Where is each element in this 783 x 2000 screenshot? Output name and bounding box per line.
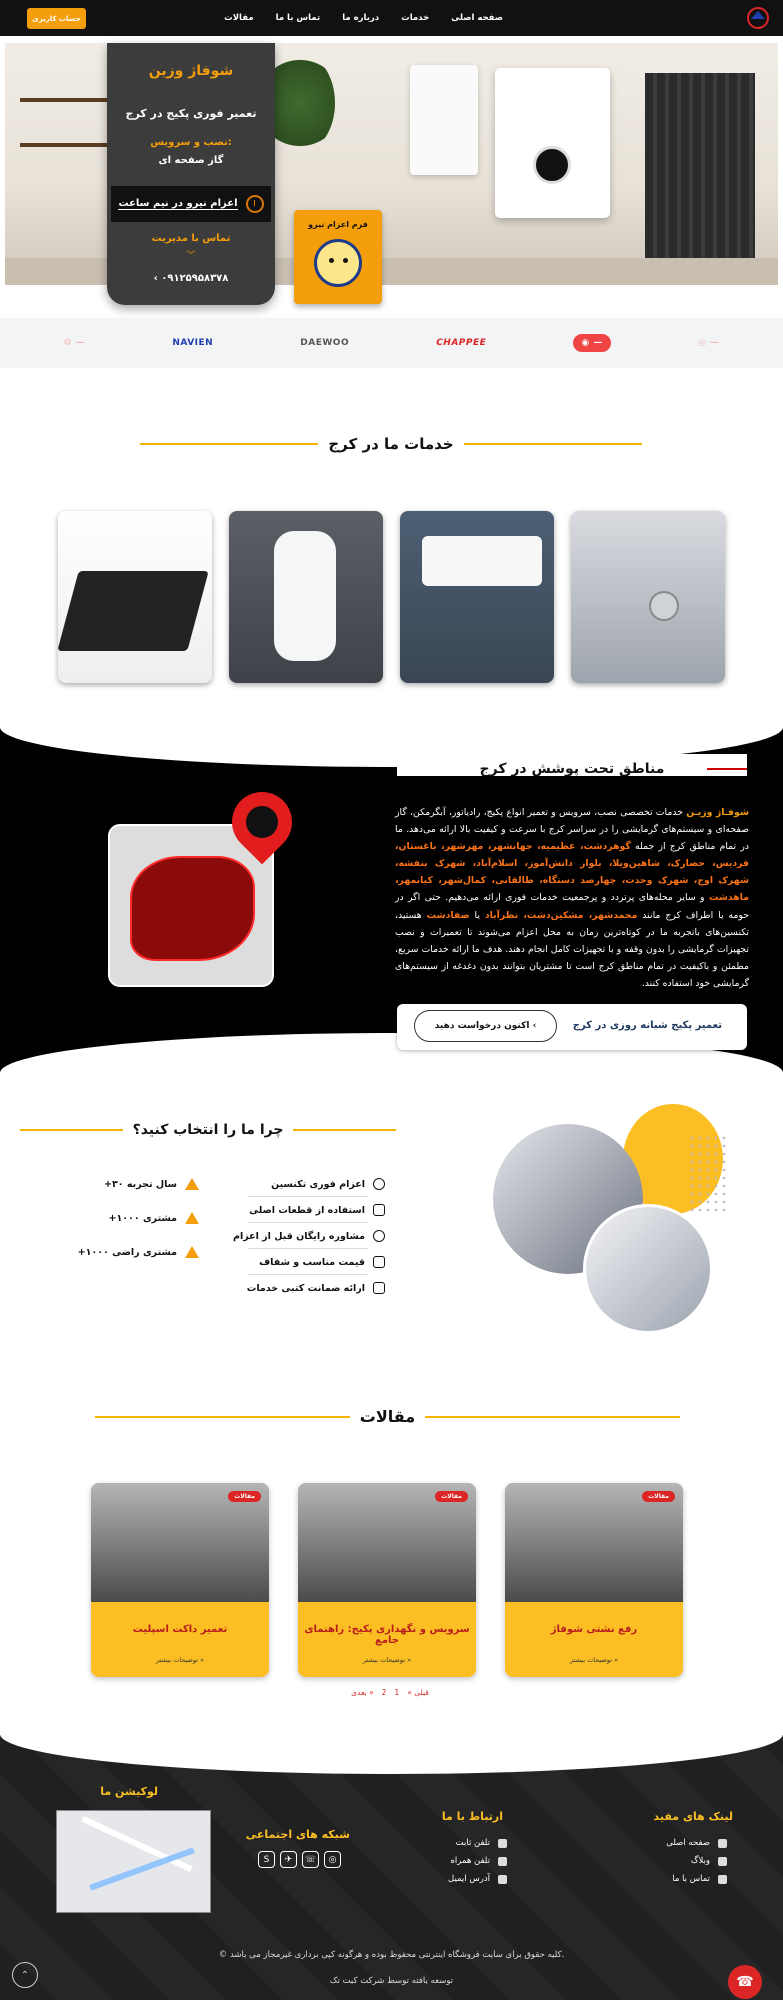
- radiator-image: [645, 73, 755, 285]
- footer-location-title: لوکیشن ما: [100, 1785, 158, 1798]
- services-title: خدمات ما در کرج: [328, 435, 454, 453]
- price-icon: [373, 1256, 385, 1268]
- water-heater-image: [274, 531, 336, 661]
- gas-stove-image: [58, 571, 209, 651]
- back-to-top-button[interactable]: ⌃: [12, 1962, 38, 1988]
- article-title[interactable]: سرویس و نگهداری پکیج: راهنمای جامع: [304, 1624, 470, 1646]
- clock-icon: [246, 195, 264, 213]
- areas-title: مناطق تحت پوشش در کرج: [397, 754, 747, 776]
- article-more-link[interactable]: توضیحات بیشتر »: [155, 1656, 205, 1664]
- hero-info-panel: [107, 43, 275, 305]
- hero-subtitle-label: نصب و سرویس:: [150, 137, 232, 148]
- shelf-decoration: [20, 98, 110, 102]
- pager-prev[interactable]: « قبلی: [407, 1688, 429, 1697]
- menu-home[interactable]: صفحه اصلی: [451, 13, 503, 23]
- feature-item: اعزام فوری تکنسین: [271, 1178, 385, 1190]
- clock-icon: [373, 1178, 385, 1190]
- stat-item: +۱۰۰۰ مشتری: [108, 1212, 199, 1224]
- triangle-icon: [185, 1178, 199, 1190]
- footer-contact-item[interactable]: آدرس ایمیل: [448, 1874, 507, 1884]
- dispatch-cta-label: اعزام نیرو در نیم ساعت: [118, 198, 238, 209]
- skype-icon[interactable]: S: [258, 1851, 275, 1868]
- telegram-icon[interactable]: ✈: [280, 1851, 297, 1868]
- footer-link[interactable]: صفحه اصلی: [666, 1838, 727, 1848]
- dispatch-form-card[interactable]: [294, 210, 382, 304]
- article-more-link[interactable]: توضیحات بیشتر »: [569, 1656, 619, 1664]
- article-card[interactable]: [298, 1483, 476, 1677]
- account-button[interactable]: حساب کاربری: [27, 8, 86, 29]
- article-badge: مقالات: [642, 1491, 675, 1502]
- footer-link[interactable]: وبلاگ: [691, 1856, 727, 1866]
- article-title[interactable]: رفع نشتی شوفاژ: [550, 1624, 638, 1635]
- dispatch-cta-button[interactable]: [111, 186, 271, 222]
- package-request-box: [397, 1004, 747, 1050]
- service-card-gas-stove[interactable]: [58, 511, 212, 683]
- article-badge: مقالات: [228, 1491, 261, 1502]
- hero-brand: شوفاژ وزین: [148, 63, 234, 79]
- karaj-region: [130, 856, 255, 961]
- blog-icon: [718, 1857, 727, 1866]
- brand-logo-red: ◉ —: [573, 334, 611, 352]
- clipboard-check-icon: [373, 1282, 385, 1294]
- articles-section-title: [95, 1407, 680, 1426]
- menu-about[interactable]: درباره ما: [342, 13, 380, 23]
- boiler-image: [410, 65, 478, 175]
- article-title[interactable]: تعمیر داکت اسپلیت: [132, 1624, 228, 1635]
- feature-item: مشاوره رایگان قبل از اعزام: [233, 1230, 385, 1242]
- brand-logo-navien: NAVIEN: [172, 338, 214, 348]
- service-card-water-heater[interactable]: [229, 511, 383, 683]
- pager-page-1[interactable]: 1: [394, 1688, 400, 1697]
- triangle-icon: [185, 1246, 199, 1258]
- technician-avatar: [314, 239, 362, 287]
- boiler-image: [495, 68, 610, 218]
- brand-logo-generic: ⚙ —: [63, 338, 86, 348]
- footer-location-map[interactable]: [56, 1810, 211, 1913]
- service-card-package[interactable]: [571, 511, 725, 683]
- service-card-ac[interactable]: [400, 511, 554, 683]
- brands-strip: [0, 318, 783, 368]
- menu-contact[interactable]: تماس با ما: [275, 13, 321, 23]
- menu-articles[interactable]: مقالات: [224, 13, 254, 23]
- triangle-icon: [185, 1212, 199, 1224]
- wrench-photo: [583, 1204, 713, 1334]
- hero-title: تعمیر فوری پکیج در کرج: [125, 107, 257, 120]
- areas-description: شوفـاژ وزیـن خدمات تخصصی نصب، سرویس و تعمیر انواع پکیج، رادیاتور، آبگرمکن، گاز صفحه‌ای و سیستم‌های گرمایشی را در سراسر کرج با سرعت و کیفیت بالا ارائه می‌دهد. ما در تمام مناطق کرج از جمله گوهردشت، عظیمیه، جهانشهر، مهرشهر، باغستان، فردیس، حصارک، شاهین‌ویلا، بلوار دانش‌آموز، اسلام‌آباد، شهرک بنفشه، شهرک اوج، شهرک وحدت، چهارصد دستگاه، طالقانی، کمال‌شهر، کیانمهر، ماهدشت و سایر محله‌های پرتردد و پرجمعیت خدمات فوری ارائه می‌دهیم. حتی اگر در حومه یا اطراف کرج مانند محمدشهر، مشکین‌دشت، نظرآباد یا صفادشت هستید، تکنسین‌های باتجربه ما در کوتاه‌ترین زمان به محل اعزام می‌شوند تا تعمیرات و نصب تجهیزات گرمایشی را بدون وقفه و با تجهیزات کامل انجام دهند. هدف ما ارائه خدمات سریع، مطمئن و باکیفیت در تمام مناطق کرج است تا مشتریان بتوانند بدون دغدغه از سیستم‌های گرمایشی خود استفاده کنند.: [395, 807, 749, 989]
- coverage-areas-section: [0, 728, 783, 1072]
- pager-page-2[interactable]: 2: [381, 1688, 387, 1697]
- request-now-button[interactable]: اکنون درخواست دهید ‹: [414, 1010, 557, 1042]
- whatsapp-icon[interactable]: ☏: [302, 1851, 319, 1868]
- developer-credit: توسعه یافته توسط شرکت کیت تک: [329, 1976, 454, 1986]
- top-navbar: [0, 0, 783, 36]
- why-us-collage: [488, 1104, 728, 1344]
- feature-item: قیمت مناسب و شفاف: [259, 1256, 385, 1268]
- mobile-icon: [498, 1857, 507, 1866]
- footer-contact-item[interactable]: تلفن همراه: [450, 1856, 507, 1866]
- feature-item: استفاده از قطعات اصلی: [249, 1204, 385, 1216]
- call-button[interactable]: ☎: [728, 1965, 762, 1999]
- footer-useful-links-title: لینک های مفید: [653, 1810, 733, 1823]
- headset-icon: [373, 1230, 385, 1242]
- stat-item: +۱۰۰۰ مشتری راضی: [78, 1246, 199, 1258]
- why-section-title: [20, 1122, 396, 1138]
- dispatch-form-label: فرم اعزام نیرو: [308, 220, 368, 229]
- article-card[interactable]: [505, 1483, 683, 1677]
- feature-item: ارائه ضمانت کتبی خدمات: [247, 1282, 385, 1294]
- site-logo[interactable]: [743, 5, 773, 31]
- main-menu: [224, 0, 503, 36]
- article-card[interactable]: [91, 1483, 269, 1677]
- tools-icon: [373, 1204, 385, 1216]
- manager-phone[interactable]: ‹ ۰۹۱۲۵۹۵۸۳۷۸: [153, 273, 229, 284]
- footer-contact-item[interactable]: تلفن ثابت: [456, 1838, 507, 1848]
- chevron-down-icon: ︾: [186, 251, 196, 261]
- plant-decoration: [265, 53, 335, 153]
- footer-link[interactable]: تماس با ما: [672, 1874, 727, 1884]
- footer-social-title: شبکه های اجتماعی: [245, 1828, 350, 1841]
- hero-subtitle-value: گاز صفحه ای: [158, 155, 224, 166]
- landline-icon: [498, 1839, 507, 1848]
- social-links: [258, 1851, 341, 1868]
- why-title: چرا ما را انتخاب کنید؟: [132, 1122, 284, 1138]
- menu-services[interactable]: خدمات: [401, 13, 430, 23]
- pager-next[interactable]: بعدی »: [351, 1688, 374, 1697]
- articles-title: مقالات: [359, 1407, 416, 1426]
- services-section-title: [140, 435, 642, 453]
- package-label: تعمیر پکیج شبانه روزی در کرج: [572, 1020, 722, 1031]
- contact-manager-label: تماس با مدیریت: [151, 233, 231, 244]
- article-more-link[interactable]: توضیحات بیشتر »: [362, 1656, 412, 1664]
- brand-logo-chappee: CHAPPEE: [436, 338, 487, 348]
- shelf-decoration: [20, 143, 110, 147]
- phone-icon: [718, 1875, 727, 1884]
- instagram-icon[interactable]: ◎: [324, 1851, 341, 1868]
- ac-image: [422, 536, 542, 586]
- pagination: [340, 1688, 440, 1697]
- email-icon: [498, 1875, 507, 1884]
- article-badge: مقالات: [435, 1491, 468, 1502]
- brand-logo-generic: ◎ —: [697, 338, 720, 348]
- thermostat-image: [649, 591, 679, 621]
- brand-logo-daewoo: DAEWOO: [300, 338, 350, 348]
- home-icon: [718, 1839, 727, 1848]
- footer-contact-title: ارتباط با ما: [441, 1810, 503, 1823]
- copyright-text: © کلیه حقوق برای سایت فروشگاه اینترنتی محفوظ بوده و هرگونه کپی برداری غیرمجاز می باشد.: [218, 1950, 565, 1960]
- stat-item: +۳۰ سال تجربه: [104, 1178, 199, 1190]
